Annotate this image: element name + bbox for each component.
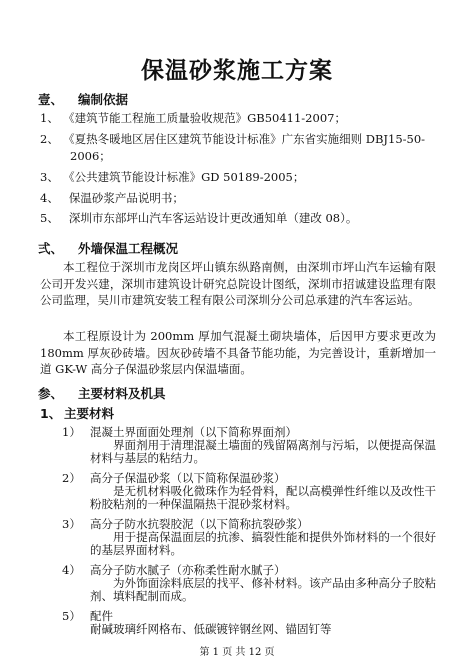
list-number: 4、 bbox=[40, 191, 59, 205]
material-description: 耐碱玻璃纤网格布、低碳镀锌钢丝网、锚固钉等 bbox=[90, 622, 332, 636]
list-number: 5、 bbox=[40, 211, 59, 225]
material-number: 3） bbox=[62, 517, 81, 531]
material-description: 是无机材料吸化微珠作为轻骨料，配以高模弹性纤维以及改性干粉胶粘剂的一种保温隔热干混砂浆材料。 bbox=[90, 484, 436, 511]
section-title: 外墙保温工程概况 bbox=[78, 241, 179, 256]
subsection-heading bbox=[40, 404, 114, 422]
section-heading-1 bbox=[38, 90, 128, 108]
list-text: 《夏热冬暖地区居住区建筑节能设计标准》广东省实施细则 DBJ15-50- bbox=[68, 132, 426, 146]
list-text: 保温砂浆产品说明书； bbox=[68, 191, 184, 205]
list-number: 1、 bbox=[40, 111, 59, 125]
list-number: 3、 bbox=[40, 170, 59, 184]
list-text-continuation: 2006； bbox=[70, 149, 111, 163]
subsection-title: 主要材料 bbox=[64, 406, 115, 421]
section-heading-3 bbox=[38, 384, 166, 402]
material-name: 高分子防水抗裂胶泥（以下简称抗裂砂浆） bbox=[90, 517, 309, 531]
subsection-number: 1、 bbox=[40, 406, 62, 421]
material-name: 配件 bbox=[90, 609, 113, 623]
list-item bbox=[40, 131, 425, 148]
paragraph: 本工程原设计为 200mm 厚加气混凝土砌块墙体，后因甲方要求更改为 180mm 厚灰砂砖墙。因灰砂砖墙不具备节能功能，为完善设计，重新增加一道 GK-W 高分子保温砂浆层内保温墙面。 bbox=[40, 329, 436, 376]
list-text: 深圳市东部坪山汽车客运站设计更改通知单（建改 08）。 bbox=[68, 211, 358, 225]
list-number: 2、 bbox=[40, 132, 59, 146]
material-description: 界面剂用于清理混凝土墙面的残留隔离剂与污垢，以便提高保温材料与基层的粘结力。 bbox=[90, 438, 436, 465]
material-number: 1） bbox=[62, 425, 81, 439]
list-item bbox=[40, 210, 357, 227]
list-text: 《建筑节能工程施工质量验收规范》GB50411-2007； bbox=[68, 111, 346, 125]
material-number: 4） bbox=[62, 563, 81, 577]
material-description: 为外饰面涂料底层的找平、修补材料。该产品由多种高分子胶粘剂、填料配制而成。 bbox=[90, 576, 436, 603]
material-number: 2） bbox=[62, 471, 81, 485]
list-item bbox=[40, 169, 304, 186]
page-footer: 第 1 页 共 12 页 bbox=[199, 647, 275, 658]
list-item bbox=[40, 110, 346, 127]
section-number: 壹、 bbox=[38, 92, 64, 107]
paragraph: 本工程位于深圳市龙岗区坪山镇东纵路南侧，由深圳市坪山汽车运输有限公司开发兴建，深圳市建筑设计研究总院设计图纸，深圳市招诚建设监理有限公司监理，吴川市建筑安装工程有限公司深圳分公司总承建的汽车客运站。 bbox=[40, 260, 436, 307]
material-number: 5） bbox=[62, 609, 81, 623]
section-number: 弍、 bbox=[38, 241, 64, 256]
material-name: 混凝土界面面处理剂（以下简称界面剂） bbox=[90, 425, 297, 439]
section-title: 主要材料及机具 bbox=[78, 386, 166, 401]
section-number: 参、 bbox=[38, 386, 64, 401]
material-name: 高分子保温砂浆（以下简称保温砂浆） bbox=[90, 471, 286, 485]
material-description: 用于提高保温面层的抗渗、搞裂性能和提供外饰材料的一个很好的基层界面材料。 bbox=[90, 530, 436, 557]
list-item bbox=[40, 190, 184, 207]
page-title: 保温砂浆施工方案 bbox=[141, 58, 333, 84]
section-title: 编制依据 bbox=[78, 92, 129, 107]
section-heading-2 bbox=[38, 239, 178, 257]
material-name: 高分子防水腻子（亦称柔性耐水腻子） bbox=[90, 563, 286, 577]
list-text: 《公共建筑节能设计标准》GD 50189-2005； bbox=[68, 170, 305, 184]
